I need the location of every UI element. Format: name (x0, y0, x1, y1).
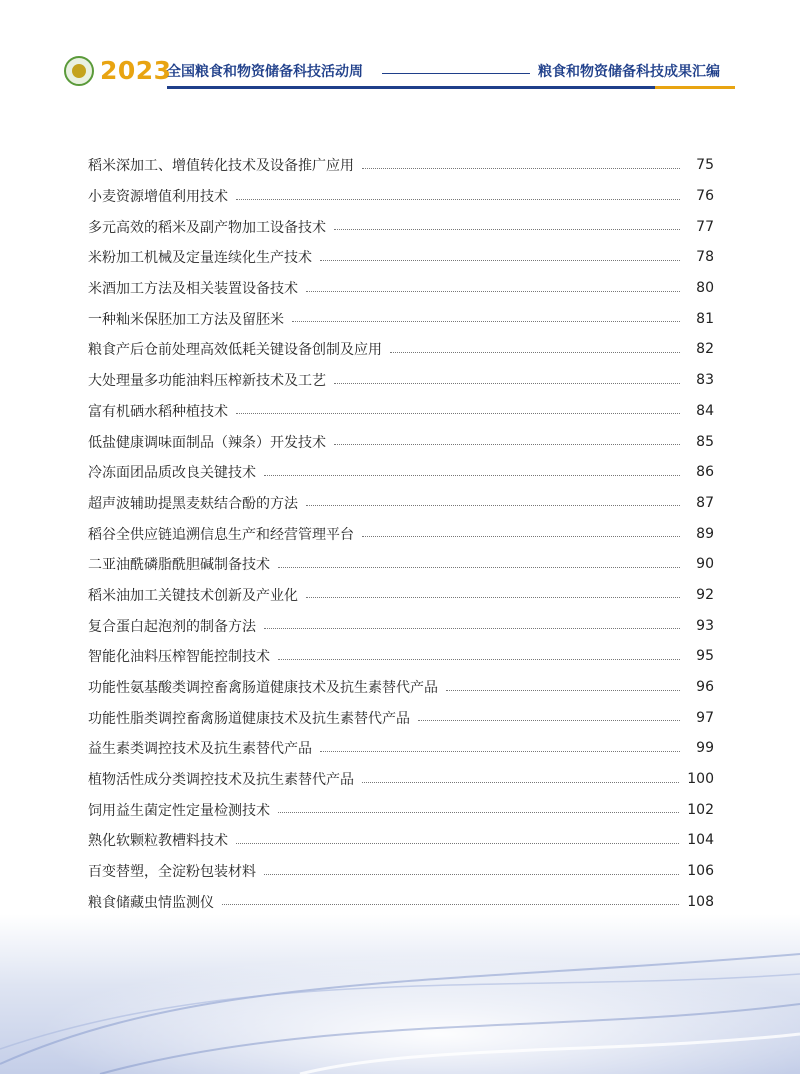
toc-leader-dots (292, 321, 680, 322)
toc-entry-page-number: 82 (696, 341, 714, 358)
toc-entry-page-number: 87 (696, 494, 714, 511)
toc-entry[interactable] (88, 610, 714, 641)
toc-entry[interactable] (88, 887, 714, 918)
toc-leader-dots (264, 475, 680, 476)
toc-entry[interactable] (88, 672, 714, 703)
toc-entry-title: 一种籼米保胚加工方法及留胚米 (88, 311, 284, 328)
toc-entry-title: 稻米油加工关键技术创新及产业化 (88, 587, 298, 604)
footer-wave-graphic (0, 914, 800, 1074)
toc-leader-dots (362, 536, 680, 537)
toc-entry[interactable] (88, 702, 714, 733)
toc-entry[interactable] (88, 764, 714, 795)
toc-entry-title: 米酒加工方法及相关装置设备技术 (88, 281, 298, 298)
toc-entry-page-number: 89 (696, 525, 714, 542)
emblem-logo-icon (64, 56, 94, 86)
toc-entry[interactable] (88, 549, 714, 580)
toc-leader-dots (362, 168, 680, 169)
toc-entry[interactable] (88, 396, 714, 427)
toc-leader-dots (320, 751, 680, 752)
header-event-title: 全国粮食和物资储备科技活动周 (167, 64, 363, 80)
toc-leader-dots (362, 782, 679, 783)
toc-entry-title: 稻谷全供应链追溯信息生产和经营管理平台 (88, 526, 354, 543)
toc-entry-page-number: 85 (696, 433, 714, 450)
toc-leader-dots (306, 597, 680, 598)
toc-leader-dots (320, 260, 680, 261)
toc-entry[interactable] (88, 825, 714, 856)
toc-entry-page-number: 108 (687, 893, 714, 910)
toc-leader-dots (236, 843, 679, 844)
toc-entry-title: 粮食产后仓前处理高效低耗关键设备创制及应用 (88, 342, 382, 359)
toc-entry-title: 冷冻面团品质改良关键技术 (88, 465, 256, 482)
toc-entry-title: 超声波辅助提黑麦麸结合酚的方法 (88, 495, 298, 512)
toc-entry[interactable] (88, 211, 714, 242)
toc-entry[interactable] (88, 457, 714, 488)
toc-entry-title: 大处理量多功能油料压榨新技术及工艺 (88, 373, 326, 390)
header-underline-blue (167, 86, 655, 89)
table-of-contents (88, 150, 714, 979)
toc-leader-dots (236, 199, 680, 200)
toc-entry[interactable] (88, 426, 714, 457)
toc-entry-page-number: 99 (696, 740, 714, 757)
toc-leader-dots (446, 690, 680, 691)
toc-entry-page-number: 75 (696, 157, 714, 174)
toc-entry-page-number: 90 (696, 556, 714, 573)
toc-entry-page-number: 97 (696, 709, 714, 726)
toc-entry-title: 功能性脂类调控畜禽肠道健康技术及抗生素替代产品 (88, 710, 410, 727)
toc-entry-page-number: 84 (696, 402, 714, 419)
toc-leader-dots (264, 874, 679, 875)
header-year: 2023 (100, 56, 172, 85)
toc-entry-title: 智能化油料压榨智能控制技术 (88, 649, 270, 666)
toc-entry[interactable] (88, 242, 714, 273)
toc-entry-title: 稻米深加工、增值转化技术及设备推广应用 (88, 158, 354, 175)
toc-entry-page-number: 81 (696, 310, 714, 327)
toc-entry[interactable] (88, 856, 714, 887)
toc-entry-title: 百变替塑，全淀粉包装材料 (88, 864, 256, 881)
toc-entry-page-number: 80 (696, 280, 714, 297)
toc-leader-dots (418, 720, 680, 721)
toc-entry-title: 熟化软颗粒教槽料技术 (88, 833, 228, 850)
toc-entry-title: 饲用益生菌定性定量检测技术 (88, 802, 270, 819)
header-divider (382, 73, 530, 74)
toc-entry-page-number: 100 (687, 771, 714, 788)
header-compilation-title: 粮食和物资储备科技成果汇编 (538, 64, 720, 80)
toc-entry-title: 植物活性成分类调控技术及抗生素替代产品 (88, 772, 354, 789)
toc-entry[interactable] (88, 273, 714, 304)
toc-leader-dots (278, 567, 680, 568)
toc-entry-page-number: 78 (696, 249, 714, 266)
toc-entry[interactable] (88, 488, 714, 519)
toc-leader-dots (390, 352, 680, 353)
toc-entry-title: 米粉加工机械及定量连续化生产技术 (88, 250, 312, 267)
toc-entry-title: 小麦资源增值利用技术 (88, 189, 228, 206)
toc-entry-title: 复合蛋白起泡剂的制备方法 (88, 618, 256, 635)
toc-entry-page-number: 106 (687, 863, 714, 880)
toc-entry-page-number: 86 (696, 464, 714, 481)
toc-leader-dots (306, 505, 680, 506)
toc-leader-dots (278, 659, 680, 660)
toc-entry-page-number: 76 (696, 188, 714, 205)
page-header (0, 0, 800, 100)
toc-entry-page-number: 102 (687, 801, 714, 818)
footer-decoration (0, 914, 800, 1074)
toc-leader-dots (264, 628, 680, 629)
toc-entry-title: 益生素类调控技术及抗生素替代产品 (88, 741, 312, 758)
toc-entry[interactable] (88, 580, 714, 611)
toc-leader-dots (306, 291, 680, 292)
toc-leader-dots (222, 904, 679, 905)
toc-entry[interactable] (88, 303, 714, 334)
toc-entry-page-number: 96 (696, 679, 714, 696)
toc-entry-title: 粮食储藏虫情监测仪 (88, 894, 214, 911)
toc-entry-page-number: 93 (696, 617, 714, 634)
toc-entry[interactable] (88, 794, 714, 825)
toc-entry[interactable] (88, 181, 714, 212)
toc-leader-dots (236, 413, 680, 414)
toc-entry[interactable] (88, 334, 714, 365)
toc-entry-page-number: 104 (687, 832, 714, 849)
toc-entry[interactable] (88, 150, 714, 181)
toc-entry-title: 二亚油酰磷脂酰胆碱制备技术 (88, 557, 270, 574)
toc-entry-title: 功能性氨基酸类调控畜禽肠道健康技术及抗生素替代产品 (88, 680, 438, 697)
toc-entry[interactable] (88, 641, 714, 672)
toc-entry-title: 富有机硒水稻种植技术 (88, 403, 228, 420)
toc-entry[interactable] (88, 733, 714, 764)
toc-entry[interactable] (88, 365, 714, 396)
toc-leader-dots (334, 383, 680, 384)
toc-entry-title: 低盐健康调味面制品（辣条）开发技术 (88, 434, 326, 451)
toc-leader-dots (334, 444, 680, 445)
toc-entry-title: 多元高效的稻米及副产物加工设备技术 (88, 219, 326, 236)
toc-entry-page-number: 77 (696, 218, 714, 235)
toc-entry-page-number: 95 (696, 648, 714, 665)
toc-leader-dots (334, 229, 680, 230)
toc-entry-page-number: 83 (696, 372, 714, 389)
toc-entry[interactable] (88, 518, 714, 549)
toc-leader-dots (278, 812, 679, 813)
header-underline-gold (655, 86, 735, 89)
toc-entry-page-number: 92 (696, 586, 714, 603)
